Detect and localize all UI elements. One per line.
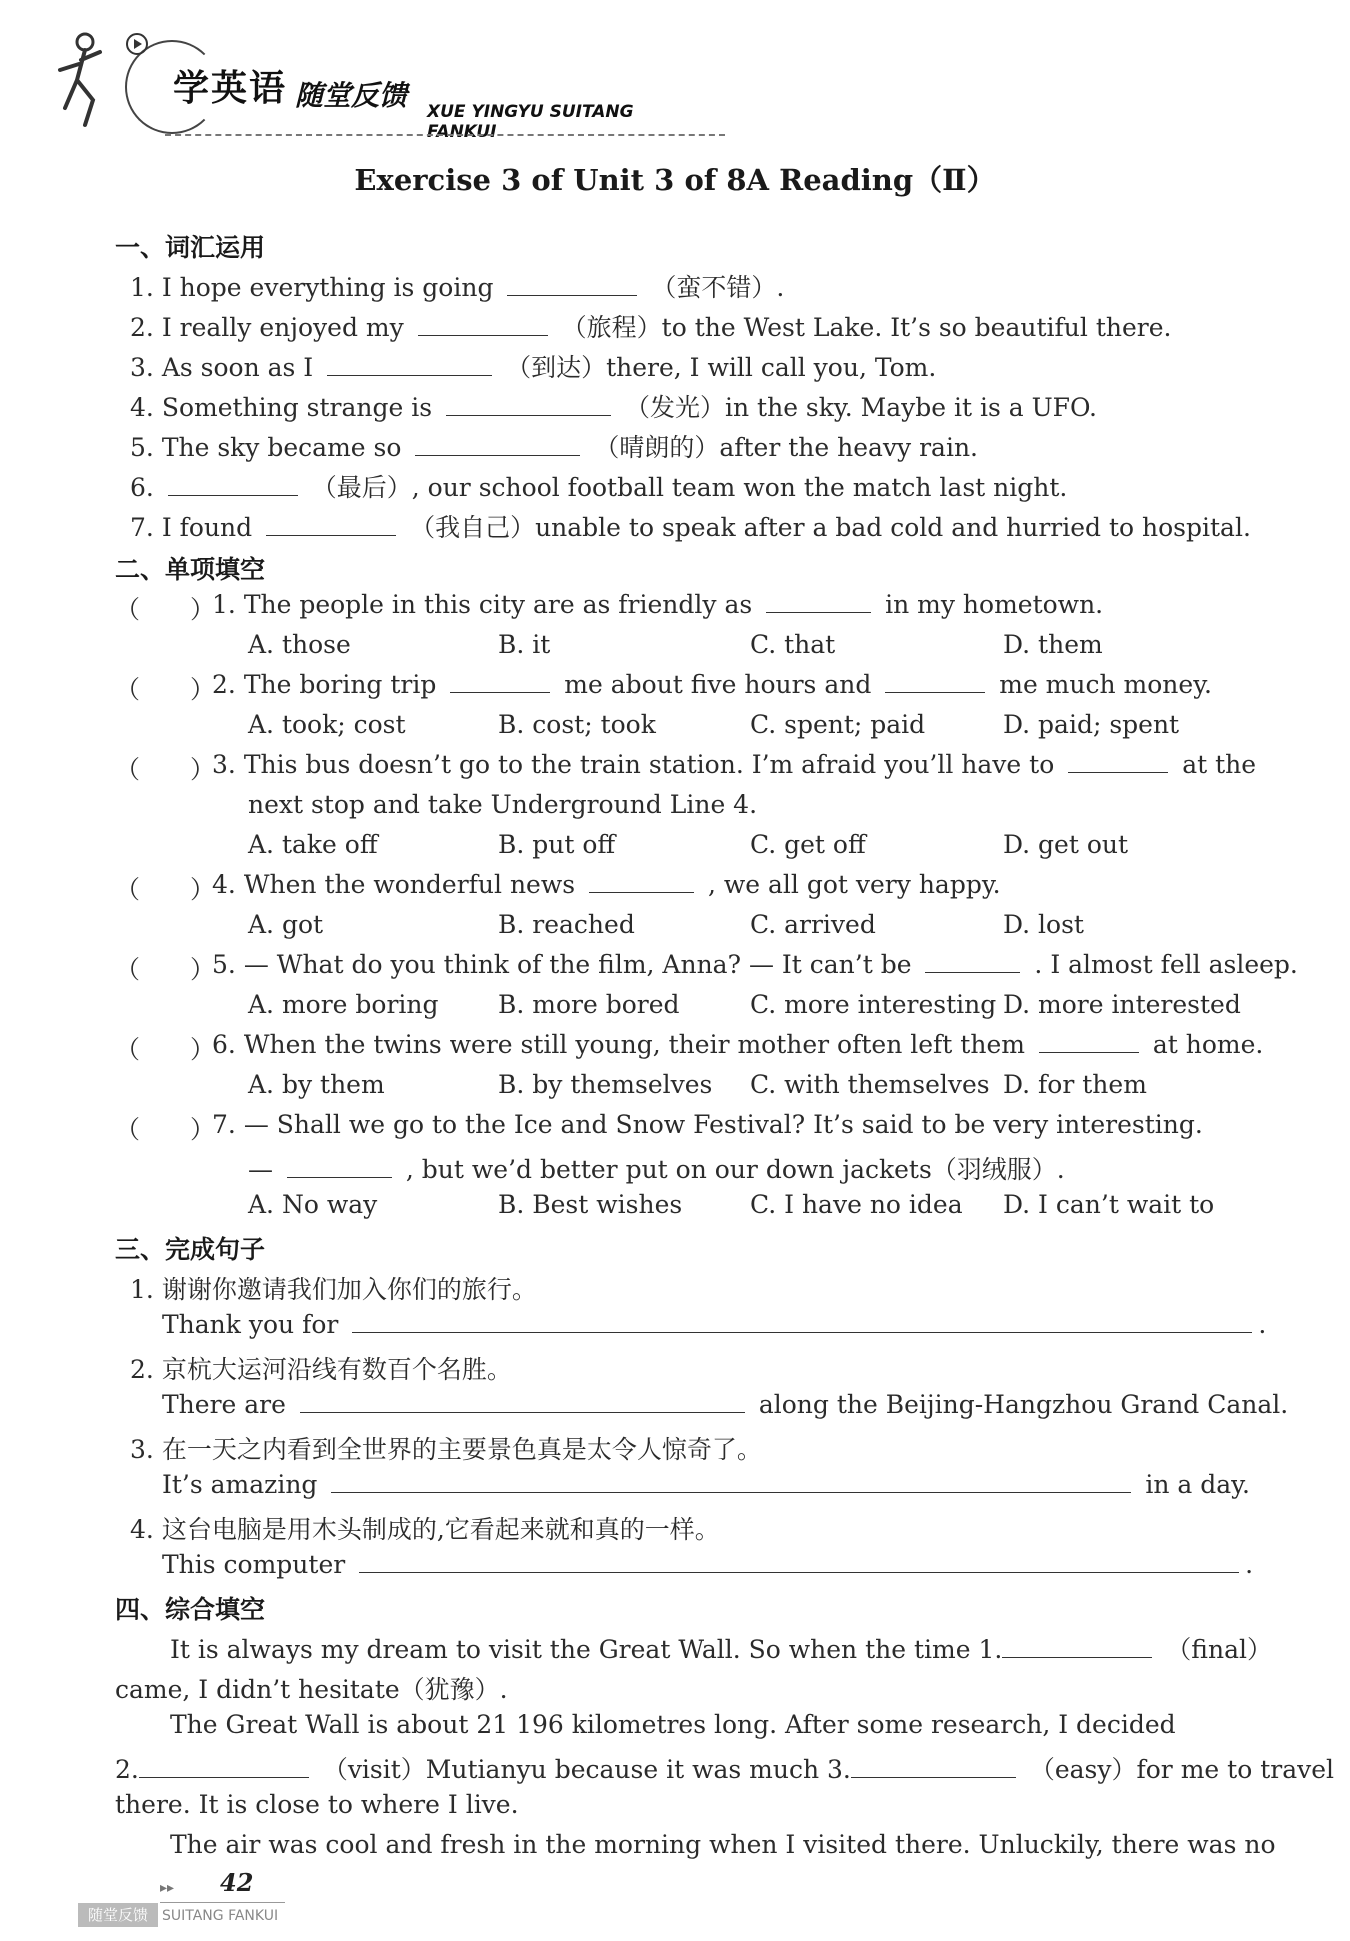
item-number: 6.	[130, 473, 154, 502]
section-heading-vocab: 一、词汇运用	[115, 233, 266, 262]
footer-divider	[160, 1902, 285, 1903]
item-text: Something strange is	[161, 393, 433, 422]
answer-blank[interactable]	[1039, 1030, 1139, 1053]
answer-parentheses[interactable]: （ ）	[115, 1035, 216, 1064]
answer-parentheses[interactable]: （ ）	[115, 675, 216, 704]
answer-blank[interactable]	[885, 670, 985, 693]
item-text: The sky became so	[161, 433, 402, 462]
answer-blank[interactable]	[589, 870, 694, 893]
option-b: B. put off	[498, 830, 616, 859]
item-text: I hope everything is going	[161, 273, 494, 302]
answer-blank[interactable]	[266, 513, 396, 536]
item-number: 3.	[130, 1435, 154, 1464]
option-a: A. No way	[248, 1190, 378, 1219]
answer-blank[interactable]	[1068, 750, 1168, 773]
item-text: The boring trip	[243, 670, 437, 699]
complete-item-1-cn	[130, 1270, 537, 1306]
passage-line-4	[115, 1750, 1334, 1786]
item-text: in my hometown.	[885, 590, 1104, 619]
complete-item-2-cn	[130, 1350, 512, 1386]
option-a: A. more boring	[248, 990, 439, 1019]
option-b: B. by themselves	[498, 1070, 713, 1099]
mc-question-3-cont: next stop and take Underground Line 4.	[248, 790, 758, 819]
mc-question-5	[212, 950, 1298, 979]
item-number: 3.	[130, 353, 154, 382]
item-text: me much money.	[999, 670, 1212, 699]
item-number: 4.	[212, 870, 236, 899]
item-text: （晴朗的）after the heavy rain.	[594, 433, 979, 462]
answer-blank[interactable]	[300, 1390, 745, 1413]
option-b: B. Best wishes	[498, 1190, 683, 1219]
option-c: C. more interesting	[750, 990, 997, 1019]
item-text: at home.	[1152, 1030, 1264, 1059]
item-number: 2.	[130, 1355, 154, 1384]
section-heading-cloze: 四、综合填空	[115, 1595, 266, 1624]
runner-logo-icon	[55, 30, 125, 130]
item-text: The people in this city are as friendly as	[243, 590, 753, 619]
item-number: 6.	[212, 1030, 236, 1059]
chinese-prompt: 谢谢你邀请我们加入你们的旅行。	[161, 1275, 537, 1304]
answer-blank[interactable]	[507, 273, 637, 296]
answer-parentheses[interactable]: （ ）	[115, 1115, 216, 1144]
passage-line-2: came, I didn’t hesitate（犹豫）.	[115, 1675, 508, 1704]
option-d: D. get out	[1003, 830, 1129, 859]
item-text: in a day.	[1145, 1470, 1250, 1499]
option-a: A. got	[248, 910, 324, 939]
answer-blank[interactable]	[359, 1550, 1239, 1573]
page-title: Exercise 3 of Unit 3 of 8A Reading（Ⅱ）	[354, 163, 996, 197]
item-text: （旅程）to the West Lake. It’s so beautiful there.	[561, 313, 1172, 342]
item-number: 1.	[130, 273, 154, 302]
item-text: This bus doesn’t go to the train station. I’m afraid you’ll have to	[243, 750, 1055, 779]
footer-pinyin: SUITANG FANKUI	[162, 1908, 279, 1924]
item-text: , we all got very happy.	[707, 870, 1001, 899]
item-text: （到达）there, I will call you, Tom.	[506, 353, 937, 382]
item-text: As soon as I	[161, 353, 314, 382]
dash-text: —	[248, 1155, 273, 1184]
option-c: C. that	[750, 630, 836, 659]
option-a: A. by them	[248, 1070, 385, 1099]
answer-blank[interactable]	[415, 433, 580, 456]
item-number: 5.	[130, 433, 154, 462]
answer-blank[interactable]	[1002, 1635, 1152, 1658]
section-heading-complete-sentences: 三、完成句子	[115, 1235, 266, 1264]
vocab-item-6	[130, 468, 1067, 504]
item-text: , but we’d better put on our down jackets（羽绒服）.	[405, 1155, 1065, 1184]
item-text: I found	[161, 513, 253, 542]
option-d: D. more interested	[1003, 990, 1241, 1019]
answer-blank[interactable]	[925, 950, 1020, 973]
answer-blank[interactable]	[766, 590, 871, 613]
vocab-item-7	[130, 508, 1251, 544]
complete-item-3-en	[162, 1470, 1250, 1499]
item-text: I really enjoyed my	[161, 313, 404, 342]
header-pinyin: XUE YINGYU SUITANG FANKUI	[427, 102, 634, 142]
header-subtitle: 随堂反馈	[295, 79, 408, 112]
option-b: B. cost; took	[498, 710, 656, 739]
mc-question-4	[212, 870, 1001, 899]
passage-text: It is always my dream to visit the Great Wall. So when the time	[170, 1635, 971, 1664]
option-d: D. them	[1003, 630, 1103, 659]
vocab-item-3	[130, 348, 936, 384]
item-text: Thank you for	[162, 1310, 339, 1339]
answer-blank[interactable]	[139, 1755, 309, 1778]
section-heading-multiple-choice: 二、单项填空	[115, 555, 266, 584]
item-text: . I almost fell asleep.	[1034, 950, 1298, 979]
chinese-prompt: 在一天之内看到全世界的主要景色真是太令人惊奇了。	[161, 1435, 762, 1464]
item-number: 4.	[130, 1515, 154, 1544]
item-number: 1.	[130, 1275, 154, 1304]
item-text: It’s amazing	[162, 1470, 318, 1499]
passage-line-1	[170, 1630, 1272, 1666]
option-a: A. those	[248, 630, 351, 659]
option-d: D. for them	[1003, 1070, 1147, 1099]
mc-question-2	[212, 670, 1212, 699]
item-number: 1.	[212, 590, 236, 619]
passage-text: （visit）Mutianyu because it was much	[322, 1755, 820, 1784]
mc-question-7-cont	[248, 1150, 1065, 1186]
vocab-item-5	[130, 428, 978, 464]
item-text: （最后）, our school football team won the match last night.	[311, 473, 1068, 502]
item-text: me about five hours and	[564, 670, 872, 699]
answer-parentheses[interactable]: （ ）	[115, 755, 216, 784]
item-number: 2.	[130, 313, 154, 342]
answer-blank[interactable]	[446, 393, 611, 416]
option-d: D. lost	[1003, 910, 1084, 939]
answer-blank[interactable]	[418, 313, 548, 336]
complete-item-3-cn	[130, 1430, 762, 1466]
passage-text: （easy）for me to travel	[1029, 1755, 1335, 1784]
page-number: 42	[220, 1868, 254, 1897]
option-d: D. I can’t wait to	[1003, 1190, 1215, 1219]
item-text: （我自己）unable to speak after a bad cold and hurried to hospital.	[410, 513, 1251, 542]
answer-blank[interactable]	[327, 353, 492, 376]
item-number: 2.	[212, 670, 236, 699]
mc-question-6	[212, 1030, 1263, 1059]
item-text: （发光）in the sky. Maybe it is a UFO.	[625, 393, 1097, 422]
vocab-item-2	[130, 308, 1171, 344]
option-c: C. get off	[750, 830, 866, 859]
item-text: There are	[162, 1390, 286, 1419]
option-b: B. reached	[498, 910, 635, 939]
answer-parentheses[interactable]: （ ）	[115, 955, 216, 984]
blank-number: 3.	[827, 1755, 851, 1784]
vocab-item-4	[130, 388, 1097, 424]
item-text: When the twins were still young, their mother often left them	[243, 1030, 1025, 1059]
item-text: — Shall we go to the Ice and Snow Festival? It’s said to be very interesting.	[243, 1110, 1203, 1139]
page-header	[55, 22, 675, 142]
option-a: A. take off	[248, 830, 378, 859]
complete-item-2-en	[162, 1390, 1288, 1419]
answer-blank[interactable]	[168, 473, 298, 496]
answer-blank[interactable]	[331, 1470, 1131, 1493]
complete-item-1-en	[162, 1310, 1266, 1339]
complete-item-4-en	[162, 1550, 1253, 1579]
passage-line-3: The Great Wall is about 21 196 kilometres long. After some research, I decided	[170, 1710, 1176, 1739]
answer-blank[interactable]	[287, 1155, 392, 1178]
option-b: B. more bored	[498, 990, 680, 1019]
double-arrow-icon: ▸▸	[160, 1880, 175, 1896]
blank-number: 2.	[115, 1755, 139, 1784]
option-b: B. it	[498, 630, 551, 659]
header-divider	[165, 134, 725, 136]
item-number: 7.	[212, 1110, 236, 1139]
header-title: 学英语	[173, 68, 288, 109]
item-text: along the Beijing-Hangzhou Grand Canal.	[758, 1390, 1289, 1419]
item-text: — What do you think of the film, Anna? — It can’t be	[243, 950, 912, 979]
option-a: A. took; cost	[248, 710, 406, 739]
footer-label: 随堂反馈	[78, 1903, 158, 1927]
option-c: C. I have no idea	[750, 1190, 963, 1219]
answer-blank[interactable]	[450, 670, 550, 693]
passage-line-6: The air was cool and fresh in the morning when I visited there. Unluckily, there was no	[170, 1830, 1276, 1859]
item-number: 3.	[212, 750, 236, 779]
item-number: 7.	[130, 513, 154, 542]
complete-item-4-cn	[130, 1510, 720, 1546]
answer-blank[interactable]	[851, 1755, 1016, 1778]
answer-parentheses[interactable]: （ ）	[115, 875, 216, 904]
item-text: （蛮不错）.	[651, 273, 785, 302]
blank-number: 1.	[978, 1635, 1003, 1664]
passage-text: （final）	[1166, 1635, 1272, 1664]
play-icon	[125, 32, 149, 56]
item-text: at the	[1182, 750, 1257, 779]
mc-question-7	[212, 1110, 1203, 1139]
item-text: This computer	[162, 1550, 346, 1579]
item-number: 5.	[212, 950, 236, 979]
option-c: C. arrived	[750, 910, 876, 939]
item-text: .	[1245, 1550, 1254, 1579]
item-text: .	[1258, 1310, 1267, 1339]
vocab-item-1	[130, 268, 784, 304]
option-c: C. with themselves	[750, 1070, 990, 1099]
option-c: C. spent; paid	[750, 710, 926, 739]
item-text: When the wonderful news	[243, 870, 576, 899]
item-number: 4.	[130, 393, 154, 422]
option-d: D. paid; spent	[1003, 710, 1180, 739]
passage-line-5: there. It is close to where I live.	[115, 1790, 519, 1819]
chinese-prompt: 京杭大运河沿线有数百个名胜。	[161, 1355, 512, 1384]
mc-question-1	[212, 590, 1103, 619]
answer-blank[interactable]	[352, 1310, 1252, 1333]
chinese-prompt: 这台电脑是用木头制成的,它看起来就和真的一样。	[161, 1515, 720, 1544]
answer-parentheses[interactable]: （ ）	[115, 595, 216, 624]
mc-question-3	[212, 750, 1256, 779]
